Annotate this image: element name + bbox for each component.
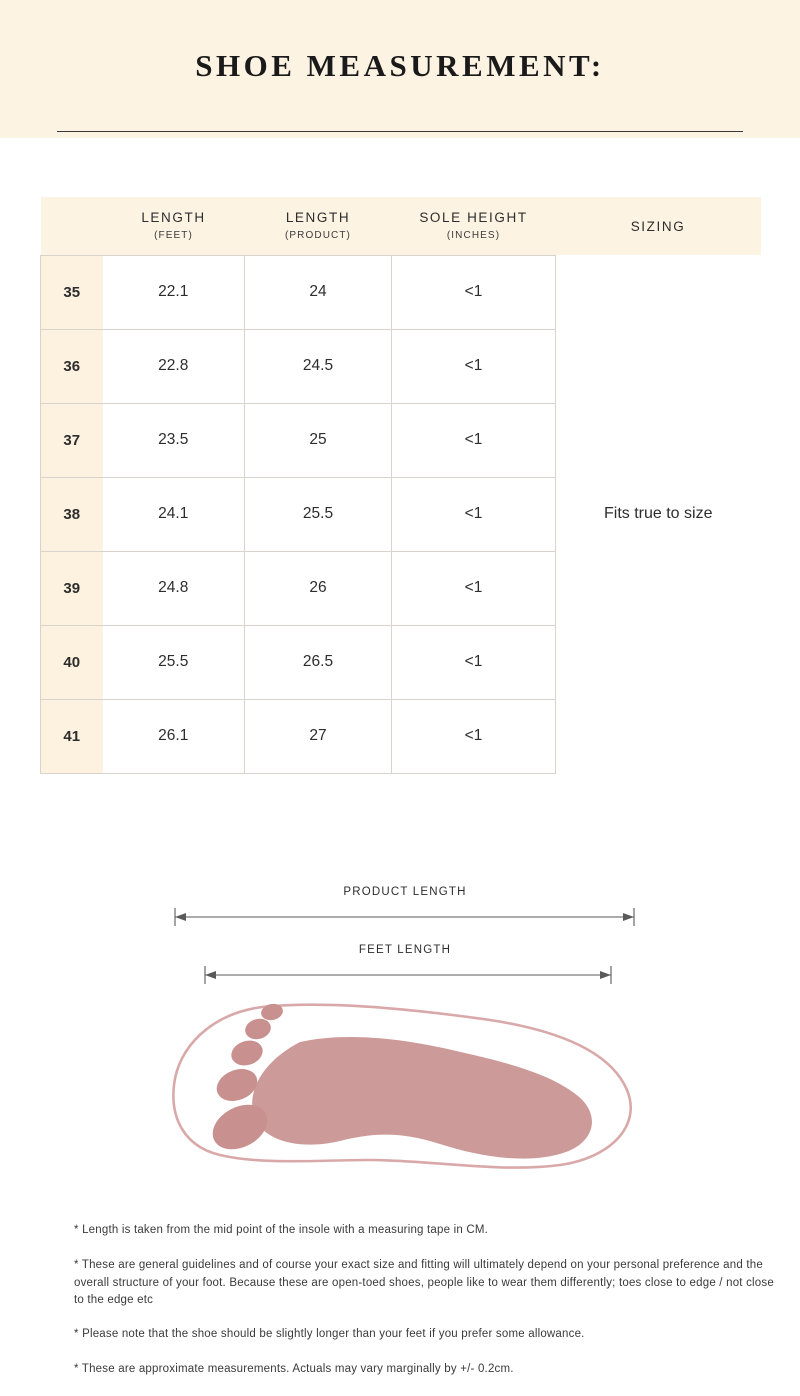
cell-length-product: 27: [245, 699, 392, 773]
footnote-2: * These are general guidelines and of course your exact size and fitting will ultimately depend on your personal preference and the overall structure of your foot. Because these are open-toed shoes, people like to wear them differently; toes close to edge / not close to the edge etc: [74, 1258, 774, 1307]
table-body: [41, 255, 761, 773]
page-title: SHOE MEASUREMENT:: [195, 48, 605, 83]
column-header-sizing-label: SIZING: [630, 218, 686, 234]
cell-sole-height: <1: [392, 699, 556, 773]
cell-length-product: 25: [245, 403, 392, 477]
cell-sole-height: <1: [392, 551, 556, 625]
table-header-row: [41, 197, 761, 255]
feet-length-dimension: [205, 966, 611, 984]
size-table-container: [40, 197, 760, 774]
cell-sole-height: <1: [392, 477, 556, 551]
column-header-sizing: [556, 197, 761, 255]
cell-length-feet: 25.5: [103, 625, 245, 699]
foot-sole-shape: [252, 1037, 592, 1159]
cell-size: 38: [41, 477, 103, 551]
cell-sizing-note: Fits true to size: [604, 505, 713, 522]
footnotes: [74, 1222, 774, 1396]
cell-sizing-blank-bottom: [556, 551, 761, 773]
cell-sole-height: <1: [392, 625, 556, 699]
cell-length-feet: 22.1: [103, 255, 245, 329]
cell-size: 40: [41, 625, 103, 699]
product-length-dimension: [175, 908, 634, 926]
cell-sizing-blank-top: [556, 255, 761, 477]
header-divider: [57, 131, 743, 132]
cell-length-product: 24.5: [245, 329, 392, 403]
cell-sole-height: <1: [392, 255, 556, 329]
footnote-3: * Please note that the shoe should be slightly longer than your feet if you prefer some allowance.: [74, 1328, 585, 1341]
table-row: [41, 255, 761, 329]
cell-length-feet: 23.5: [103, 403, 245, 477]
table-row: [41, 477, 761, 551]
toe-third: [228, 1037, 266, 1070]
cell-size: 36: [41, 329, 103, 403]
cell-length-feet: 22.8: [103, 329, 245, 403]
footnote-1: * Length is taken from the mid point of the insole with a measuring tape in CM.: [74, 1224, 489, 1236]
column-header-sole-height-main: SOLE HEIGHT: [419, 210, 528, 226]
column-header-length-feet: [103, 197, 245, 255]
cell-length-product: 26: [245, 551, 392, 625]
cell-length-feet: 26.1: [103, 699, 245, 773]
column-header-length-feet-main: LENGTH: [141, 210, 206, 226]
column-header-length-product-sub: (PRODUCT): [284, 230, 351, 242]
product-length-label: PRODUCT LENGTH: [343, 886, 467, 898]
cell-sole-height: <1: [392, 329, 556, 403]
cell-length-feet: 24.1: [103, 477, 245, 551]
column-header-length-product-main: LENGTH: [285, 210, 351, 226]
cell-size: 37: [41, 403, 103, 477]
column-header-length-product: [245, 197, 392, 255]
cell-sole-height: <1: [392, 403, 556, 477]
cell-length-product: 25.5: [245, 477, 392, 551]
cell-size: 35: [41, 255, 103, 329]
foot-insole-diagram: [0, 860, 800, 1190]
feet-length-label: FEET LENGTH: [358, 944, 452, 956]
column-header-sole-height: [392, 197, 556, 255]
cell-length-product: 26.5: [245, 625, 392, 699]
cell-size: 39: [41, 551, 103, 625]
measurement-diagram: [0, 860, 800, 1190]
page-header: [0, 0, 800, 138]
column-header-sole-height-sub: (INCHES): [446, 230, 501, 242]
size-table: [40, 197, 761, 774]
cell-length-product: 24: [245, 255, 392, 329]
cell-size: 41: [41, 699, 103, 773]
column-header-size: [41, 197, 103, 255]
footnote-4: * These are approximate measurements. Actuals may vary marginally by +/- 0.2cm.: [74, 1363, 514, 1376]
column-header-length-feet-sub: (FEET): [154, 230, 193, 242]
cell-length-feet: 24.8: [103, 551, 245, 625]
table-row: [41, 551, 761, 625]
